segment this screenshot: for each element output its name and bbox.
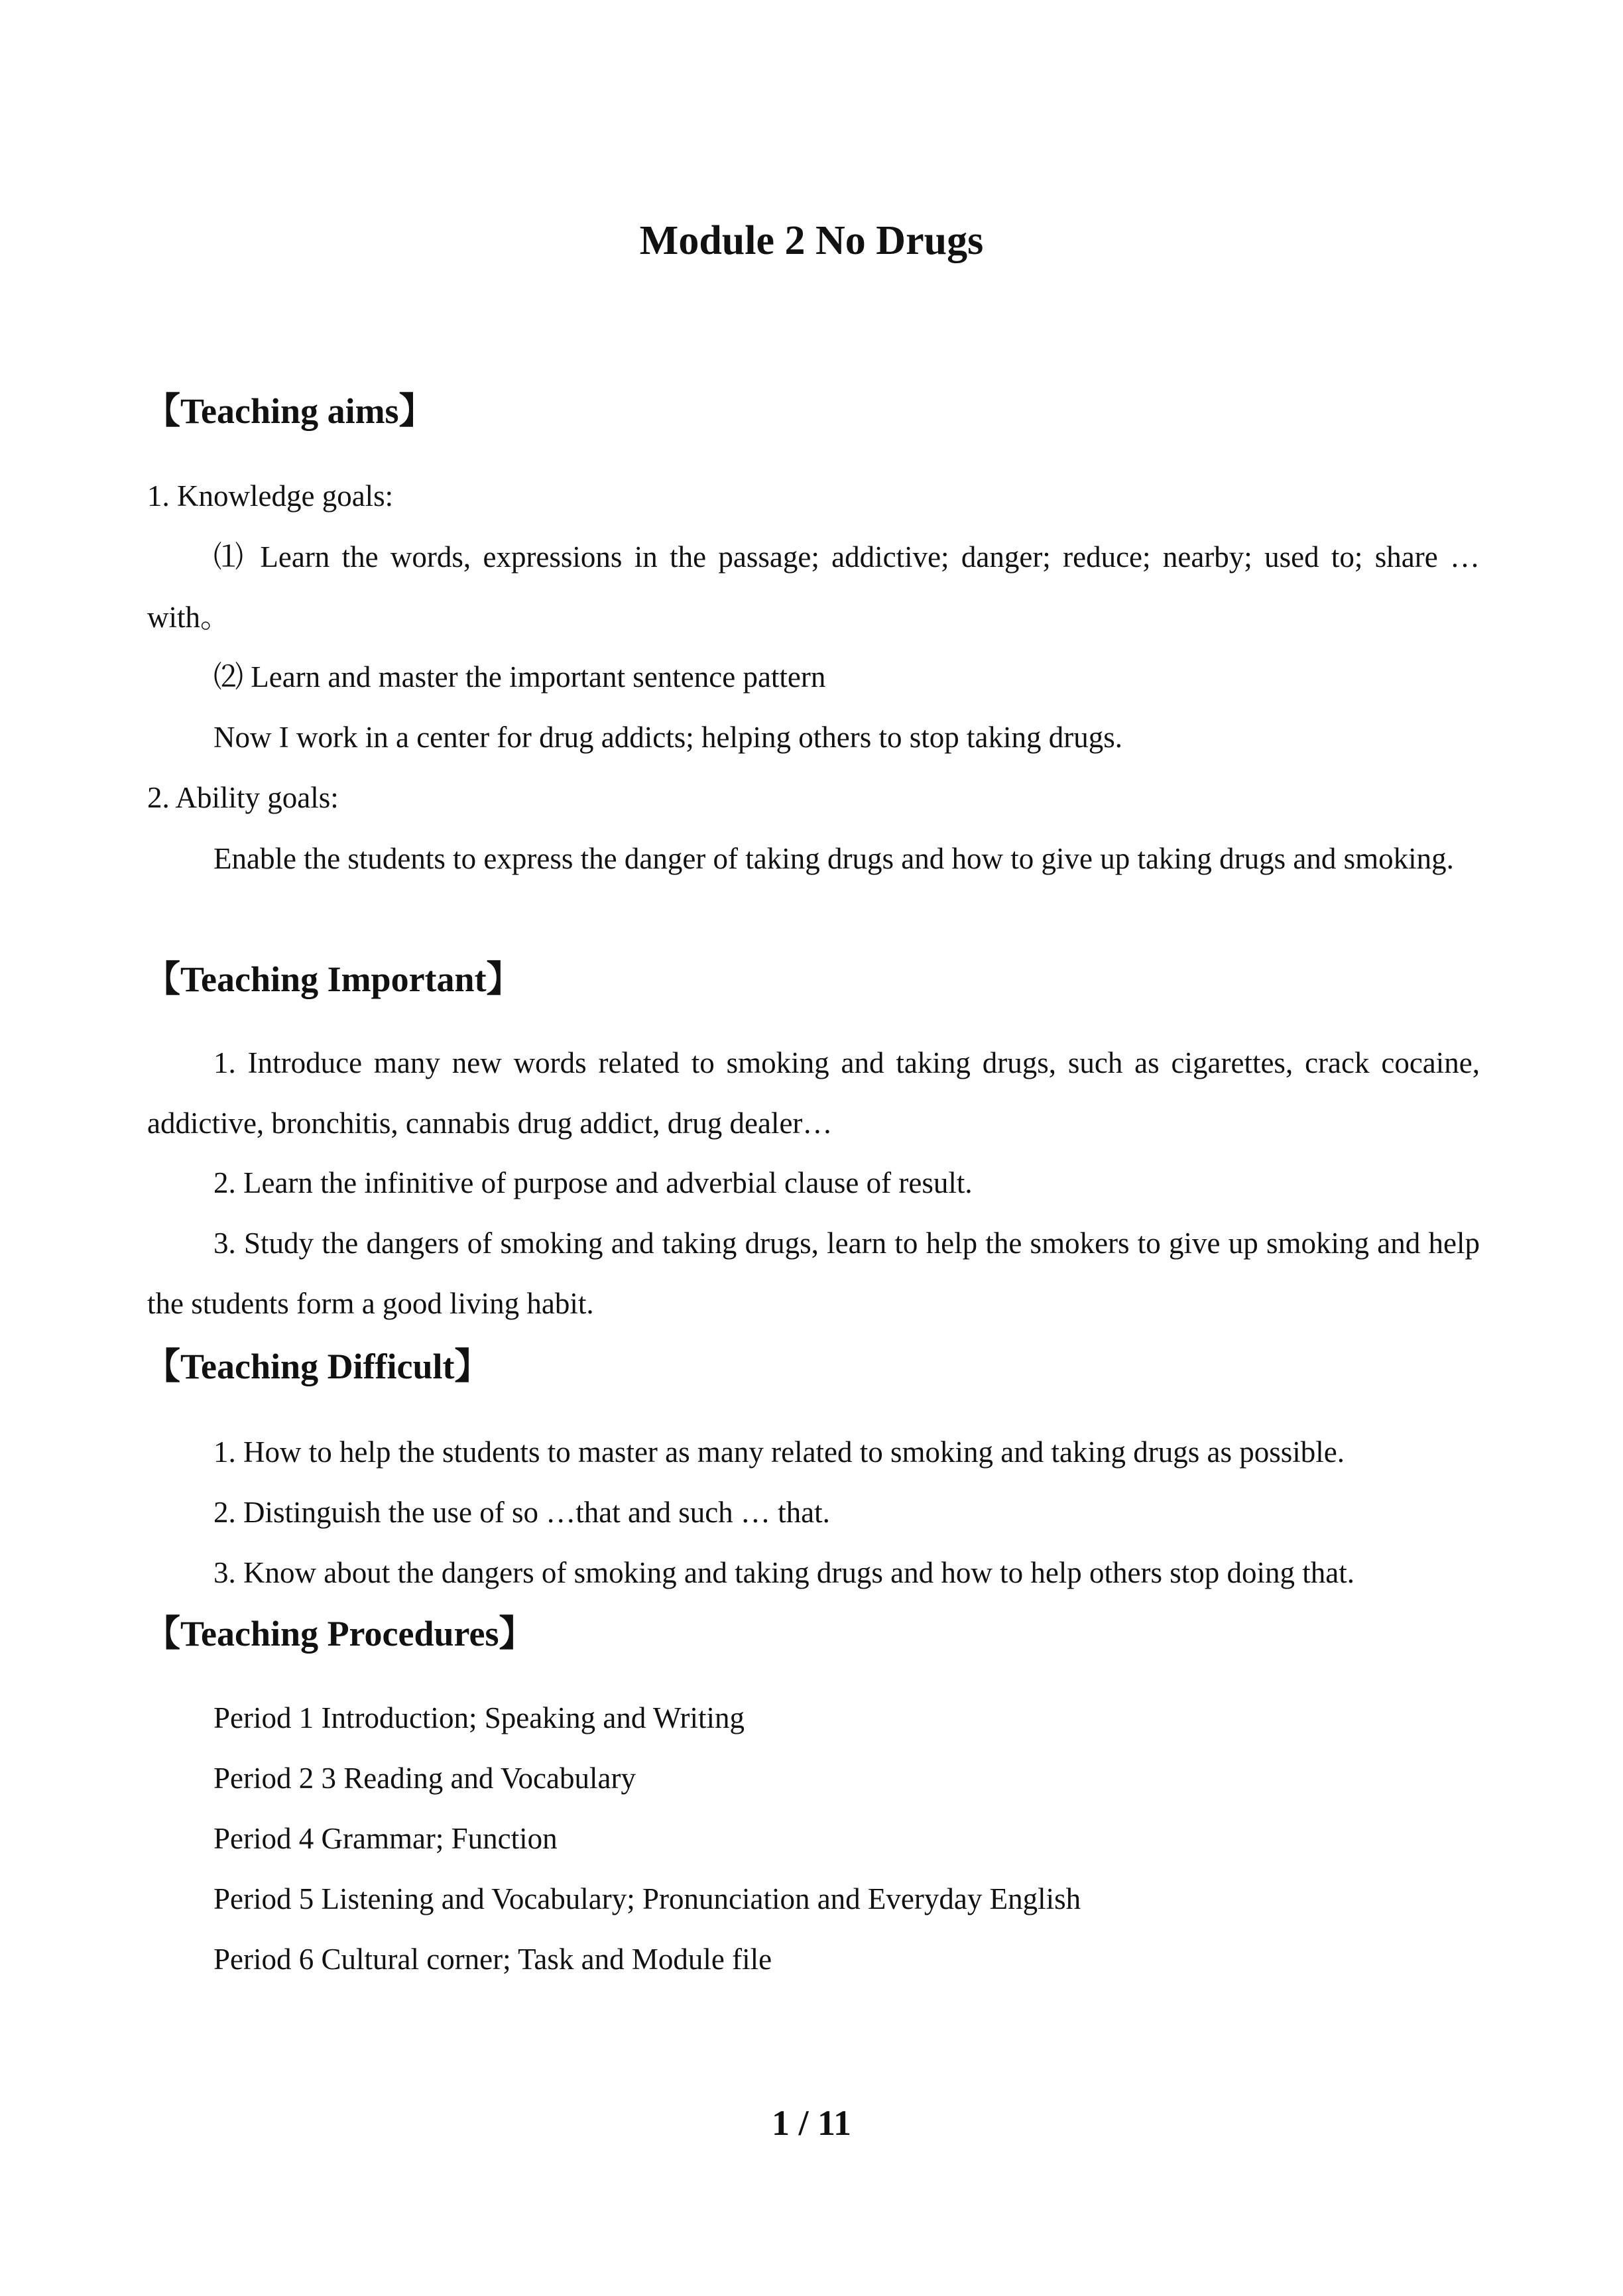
- knowledge-goals-label: 1. Knowledge goals:: [147, 479, 394, 513]
- procedure-period-item: Period 1 Introduction; Speaking and Writing: [213, 1701, 745, 1734]
- important-item-3: 3. Study the dangers of smoking and taking drugs, learn to help the smokers to give up smoking and help the students form a good living habit.: [147, 1227, 1480, 1320]
- difficult-item-1: 1. How to help the students to master as many related to smoking and taking drugs as possible.: [213, 1435, 1345, 1469]
- procedure-period-item: Period 5 Listening and Vocabulary; Pronunciation and Everyday English: [213, 1882, 1081, 1915]
- section-heading-teaching-aims: 【Teaching aims】: [145, 391, 435, 431]
- procedure-period-item: Period 4 Grammar; Function: [213, 1822, 558, 1855]
- knowledge-goal-item-1: ⑴ Learn the words, expressions in the passage; addictive; danger; reduce; nearby; used to; share … with。: [147, 540, 1480, 634]
- difficult-item-2: 2. Distinguish the use of so …that and such … that.: [213, 1496, 830, 1529]
- knowledge-goal-item-2: ⑵ Learn and master the important sentence pattern: [213, 660, 826, 694]
- document-title: Module 2 No Drugs: [639, 218, 984, 263]
- section-heading-teaching-important: 【Teaching Important】: [145, 959, 522, 999]
- procedure-period-item: Period 2 3 Reading and Vocabulary: [213, 1762, 636, 1795]
- ability-goals-label: 2. Ability goals:: [147, 781, 339, 814]
- section-heading-teaching-difficult: 【Teaching Difficult】: [145, 1347, 491, 1386]
- important-item-2: 2. Learn the infinitive of purpose and adverbial clause of result.: [213, 1166, 973, 1199]
- ability-goals-text: Enable the students to express the danger of taking drugs and how to give up taking drugs and smoking.: [213, 842, 1454, 875]
- procedure-period-item: Period 6 Cultural corner; Task and Module file: [213, 1943, 772, 1976]
- section-heading-teaching-procedures: 【Teaching Procedures】: [145, 1614, 535, 1654]
- page-number: 1 / 11: [771, 2103, 852, 2143]
- difficult-item-3: 3. Know about the dangers of smoking and taking drugs and how to help others stop doing that.: [213, 1556, 1355, 1589]
- example-sentence: Now I work in a center for drug addicts; helping others to stop taking drugs.: [213, 721, 1122, 754]
- important-item-1: 1. Introduce many new words related to smoking and taking drugs, such as cigarettes, crack cocaine, addictive, bronchitis, cannabis drug addict, drug dealer…: [147, 1046, 1480, 1140]
